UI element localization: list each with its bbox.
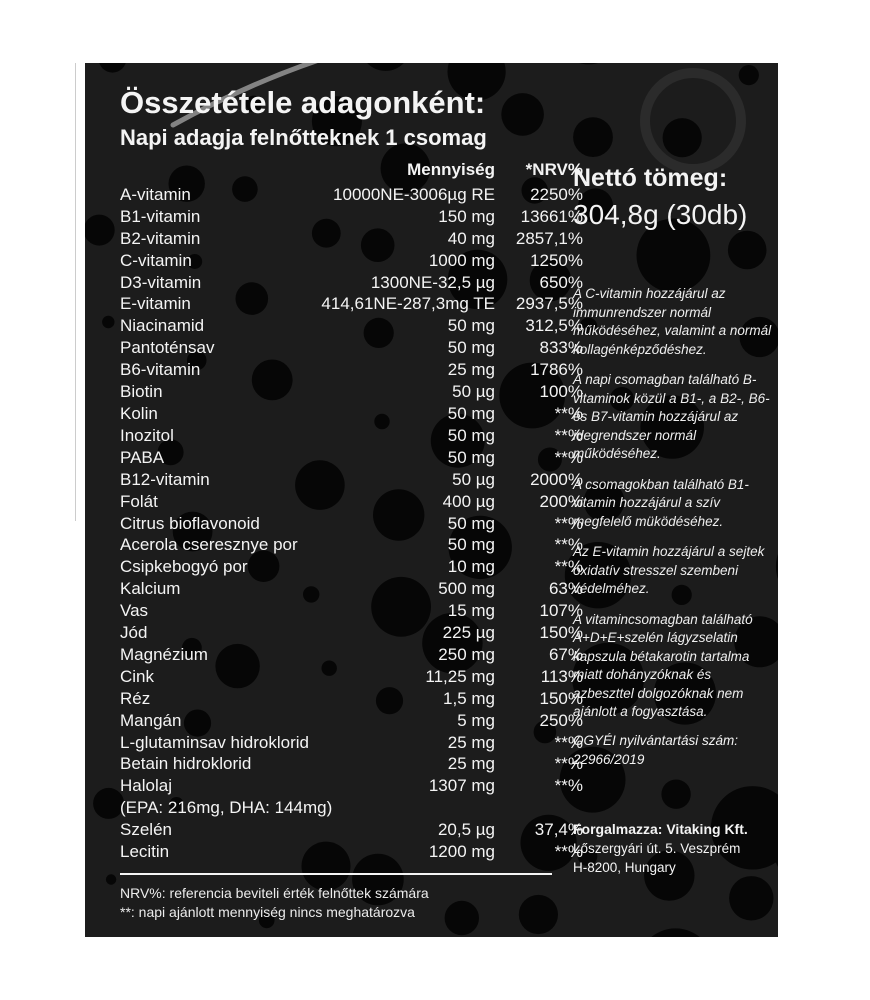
distributor-address-line1: Lőszergyári út. 5. Veszprém [573,841,741,856]
net-weight-label: Nettó tömeg: [573,164,728,192]
nutrient-nrv: **% [554,776,583,796]
nutrient-nrv: 2250% [530,184,583,204]
nutrient-name: Pantoténsav [120,338,215,358]
nutrient-nrv: 37,4% [534,820,583,840]
nutrient-nrv: **% [554,842,583,862]
nutrient-nrv [495,797,583,819]
net-weight-value: 304,8g (30db) [573,199,748,230]
nutrient-name: Niacinamid [120,316,205,336]
nutrient-name: Acerola cseresznye por [120,535,298,555]
nutrient-name: Lecitin [120,842,170,862]
nutrient-name: C-vitamin [120,250,192,270]
nutrient-name: B12-vitamin [120,469,210,489]
nutrient-amount: 1307 mg [428,776,495,796]
footnotes [120,884,429,922]
nutrient-amount: 1200 mg [428,842,495,862]
nutrient-nrv: 2857,1% [515,228,583,248]
table-row [120,359,583,381]
nutrient-nrv: 650% [539,272,583,292]
table-row [120,184,583,206]
nutrient-nrv: 67% [548,644,583,664]
col-header-nutrient [120,159,310,181]
nutrient-name: Mangán [120,710,182,730]
benefit-paragraph: Az E-vitamin hozzájárul a sejtek oxidatív stresszel szembeni védelméhez. [573,544,765,596]
footnote-line: NRV%: referencia beviteli érték felnőttek számára [120,885,429,901]
table-row [120,644,583,666]
nutrient-nrv: **% [554,513,583,533]
benefit-paragraph: A napi csomagban található B-vitaminok közül a B1-, a B2-, B6- és B7-vitamin hozzájárul az idegrendszer normál működéséhez. [573,372,770,461]
nutrient-name: D3-vitamin [120,272,202,292]
nutrition-table-header [120,159,583,181]
benefit-paragraph: A vitamincsomagban található A+D+E+szelén lágyzselatin kapszula bétakarotin tartalma miatt dohányzóknak és azbeszttel dolgozóknak nem ajánlott a fogyasztása. [573,611,753,719]
nutrient-name: Réz [120,688,151,708]
nutrient-amount: 50 mg [447,513,495,533]
nutrient-name: B1-vitamin [120,206,201,226]
distributor-info [573,820,748,877]
nutrient-name: B6-vitamin [120,360,201,380]
table-row [120,797,583,819]
nutrient-name: Kolin [120,403,158,423]
footnote-line: **: napi ajánlott mennyiség nincs meghatározva [120,904,415,920]
nutrient-nrv: 1250% [530,250,583,270]
nutrient-nrv: **% [554,557,583,577]
table-row [120,732,583,754]
nutrient-amount: 50 mg [447,403,495,423]
table-row [120,337,583,359]
nutrient-name: Citrus bioflavonoid [120,513,260,533]
distributor-name: Forgalmazza: Vitaking Kft. [573,821,748,837]
nutrient-amount: 50 mg [447,425,495,445]
nutrient-amount: 50 mg [447,338,495,358]
table-row [120,315,583,337]
nutrient-nrv: 150% [539,623,583,643]
table-row [120,513,583,535]
nutrient-nrv: **% [554,403,583,423]
table-row [120,753,583,775]
nutrient-nrv: **% [554,754,583,774]
nutrient-amount: 25 mg [447,732,495,752]
table-row [120,622,583,644]
nutrient-name: Folát [120,491,158,511]
nutrient-nrv: 100% [539,382,583,402]
nutrient-nrv: **% [554,425,583,445]
nutrient-name: Magnézium [120,644,208,664]
nutrient-amount: 10000NE-3006µg RE [333,184,495,204]
table-row [120,425,583,447]
distributor-address-line2: H-8200, Hungary [573,860,676,875]
nutrient-name: Biotin [120,382,163,402]
table-row [120,206,583,228]
net-weight-block [573,164,747,231]
col-header-nrv: *NRV% [525,160,583,179]
nutrient-name: Inozitol [120,425,174,445]
nutrient-name: Betain hidroklorid [120,754,252,774]
nutrient-amount: 50 mg [447,316,495,336]
nutrient-name: (EPA: 216mg, DHA: 144mg) [120,798,333,818]
table-row [120,819,583,841]
nutrient-amount: 40 mg [447,228,495,248]
nutrient-amount: 1000 mg [428,250,495,270]
benefit-paragraph: A csomagokban található B1-vitamin hozzájárul a szív megfelelő müködéséhez. [573,476,749,529]
nutrient-name: Szelén [120,820,172,840]
nutrient-amount: 20,5 µg [437,820,495,840]
nutrient-amount: 50 mg [447,447,495,467]
divider-line [120,873,552,875]
nutrition-table [120,159,583,863]
nutrient-amount [310,797,495,819]
nutrient-amount: 50 µg [452,382,495,402]
table-row [120,381,583,403]
nutrient-amount: 1300NE-32,5 µg [370,272,495,292]
table-row [120,447,583,469]
nutrient-amount: 400 µg [442,491,495,511]
nutrient-nrv: 250% [539,710,583,730]
supplement-label [85,63,778,937]
nutrient-nrv: 833% [539,338,583,358]
table-row [120,556,583,578]
table-row [120,403,583,425]
label-subtitle: Napi adagja felnőtteknek 1 csomag [120,125,487,150]
nutrient-amount: 25 mg [447,360,495,380]
nutrient-nrv: 1786% [530,360,583,380]
table-row [120,666,583,688]
nutrient-name: A-vitamin [120,184,191,204]
nutrient-nrv: **% [554,535,583,555]
nutrient-name: Kalcium [120,579,181,599]
table-row [120,841,583,863]
table-row [120,491,583,513]
nutrient-nrv: **% [554,732,583,752]
nutrient-amount: 500 mg [438,579,495,599]
nutrient-nrv: 150% [539,688,583,708]
nutrient-name: Vas [120,601,149,621]
table-row [120,250,583,272]
nutrient-name: Cink [120,666,155,686]
table-row [120,228,583,250]
nutrient-nrv: 2937,5% [515,294,583,314]
table-row [120,469,583,491]
benefit-paragraph: A C-vitamin hozzájárul az immunrendszer normál működéséhez, valamint a normál kollagénképződéshez. [573,286,772,357]
table-row [120,600,583,622]
nutrient-amount: 150 mg [438,206,495,226]
table-row [120,534,583,556]
benefit-paragraphs [573,285,775,734]
nutrient-name: Halolaj [120,776,172,796]
nutrient-amount: 250 mg [438,644,495,664]
nutrient-nrv: 13661% [520,206,583,226]
nutrient-nrv: 107% [539,601,583,621]
nutrient-amount: 15 mg [447,601,495,621]
nutrient-amount: 225 µg [442,623,495,643]
nutrient-amount: 11,25 mg [425,666,495,686]
nutrient-amount: 10 mg [447,557,495,577]
table-row [120,775,583,797]
label-right-content [573,63,778,937]
nutrient-name: L-glutaminsav hidroklorid [120,732,309,752]
nutrient-name: Jód [120,623,148,643]
nutrient-amount: 50 mg [447,535,495,555]
label-title: Összetétele adagonként: [120,85,486,120]
table-row [120,272,583,294]
table-row [120,293,583,315]
nutrient-name: Csipkebogyó por [120,557,248,577]
nutrient-amount: 5 mg [457,710,495,730]
nutrition-table-body [120,184,583,863]
col-header-amount: Mennyiség [407,160,495,179]
table-row [120,688,583,710]
nutrient-name: PABA [120,447,165,467]
nutrient-nrv: 63% [548,579,583,599]
nutrient-nrv: 312,5% [525,316,583,336]
registration-number: OGYÉI nyilvántartási szám: 22966/2019 [573,733,739,767]
nutrient-amount: 50 µg [452,469,495,489]
nutrient-name: B2-vitamin [120,228,201,248]
table-row [120,578,583,600]
nutrient-nrv: 2000% [530,469,583,489]
page-edge-line [75,63,76,521]
nutrient-amount: 1,5 mg [443,688,495,708]
nutrient-amount: 414,61NE-287,3mg TE [321,294,495,314]
nutrient-name: E-vitamin [120,294,191,314]
table-row [120,710,583,732]
nutrient-amount: 25 mg [447,754,495,774]
nutrient-nrv: 113% [540,666,583,686]
nutrient-nrv: **% [554,447,583,467]
nutrient-nrv: 200% [539,491,583,511]
